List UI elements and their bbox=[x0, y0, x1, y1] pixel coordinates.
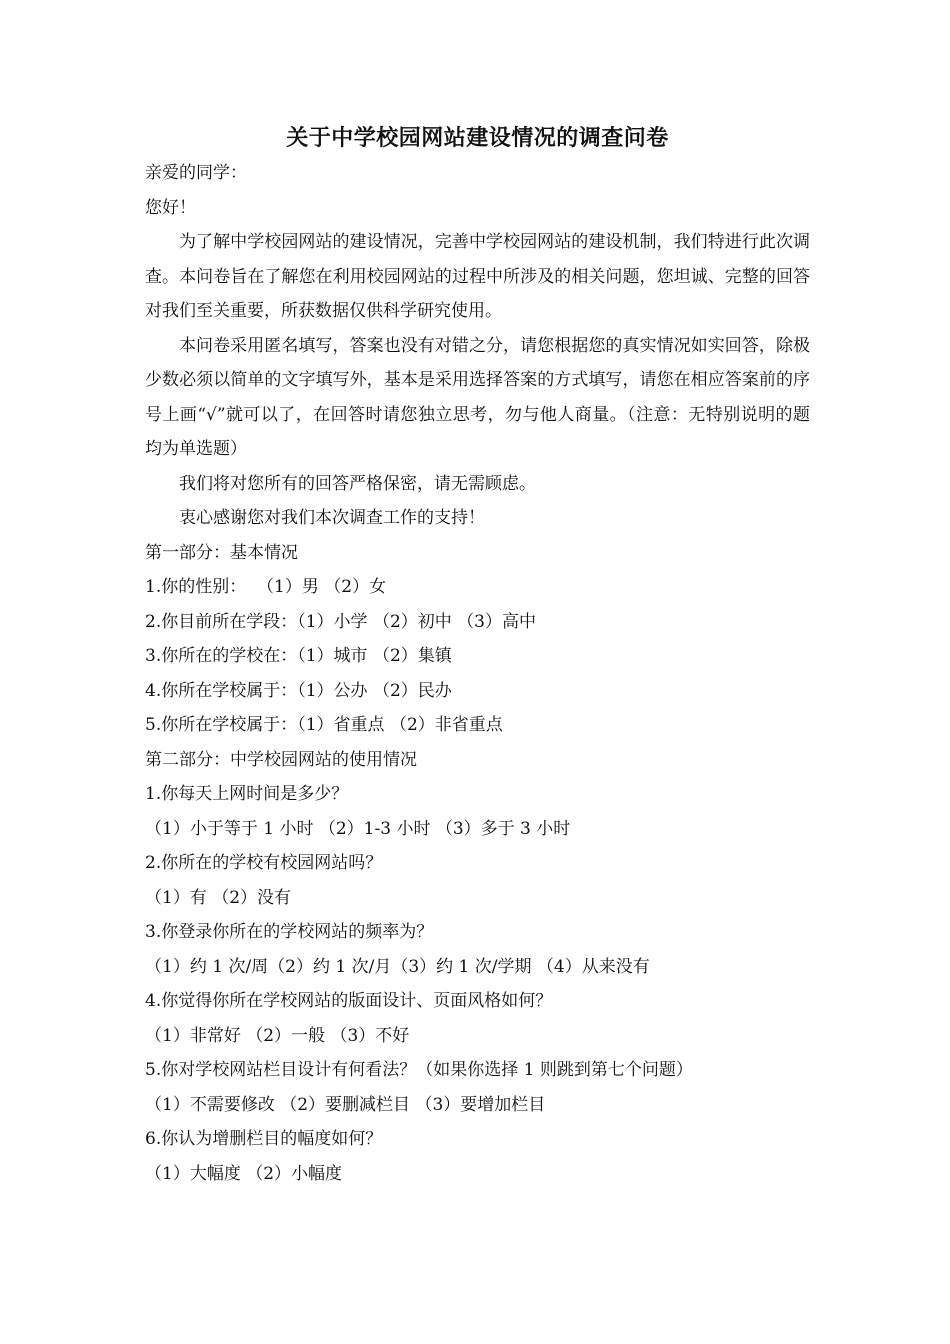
part2-options-3: （1）约 1 次/周（2）约 1 次/月（3）约 1 次/学期 （4）从来没有 bbox=[145, 956, 650, 977]
part2-question-5: 5.你对学校网站栏目设计有何看法？（如果你选择 1 则跳到第七个问题） bbox=[145, 1060, 693, 1080]
intro-paragraph-instructions: 本问卷采用匿名填写，答案也没有对错之分，请您根据您的真实情况如实回答，除极少数必须以简单的文字填写外，基本是采用选择答案的方式填写，请您在相应答案前的序号上画“√”就可以了，在回答时请您独立思考，勿与他人商量。（注意：无特别说明的题均为单选题） bbox=[145, 335, 810, 459]
intro-paragraph-thanks: 衷心感谢您对我们本次调查工作的支持！ bbox=[179, 508, 485, 528]
part1-question-gender: 1.你的性别： （1）男 （2）女 bbox=[145, 577, 387, 597]
part1-question-school-type: 4.你所在学校属于：（1）公办 （2）民办 bbox=[145, 680, 452, 701]
part2-question-4: 4.你觉得你所在学校网站的版面设计、页面风格如何？ bbox=[145, 991, 553, 1011]
part1-question-school-rank: 5.你所在学校属于：（1）省重点 （2）非省重点 bbox=[145, 715, 503, 735]
intro-paragraph-confidentiality: 我们将对您所有的回答严格保密，请无需顾虑。 bbox=[179, 473, 536, 494]
part2-options-4: （1）非常好 （2）一般 （3）不好 bbox=[145, 1025, 410, 1046]
greeting-hello: 您好！ bbox=[145, 197, 196, 218]
part2-options-5: （1）不需要修改 （2）要删减栏目 （3）要增加栏目 bbox=[145, 1094, 546, 1115]
part2-options-1: （1）小于等于 1 小时 （2）1-3 小时 （3）多于 3 小时 bbox=[145, 818, 571, 839]
intro-paragraph-purpose: 为了解中学校园网站的建设情况，完善中学校园网站的建设机制，我们特进行此次调查。本问卷旨在了解您在利用校园网站的过程中所涉及的相关问题，您坦诚、完整的回答对我们至关重要，所获数据仅供科学研究使用。 bbox=[145, 232, 810, 321]
part1-heading: 第一部分：基本情况 bbox=[145, 542, 298, 563]
part2-options-2: （1）有 （2）没有 bbox=[145, 887, 292, 908]
part1-question-school-level: 2.你目前所在学段：（1）小学 （2）初中 （3）高中 bbox=[145, 611, 536, 632]
part2-question-3: 3.你登录你所在的学校网站的频率为？ bbox=[145, 922, 434, 942]
part2-question-1: 1.你每天上网时间是多少？ bbox=[145, 784, 349, 804]
document-title: 关于中学校园网站建设情况的调查问卷 bbox=[286, 125, 669, 151]
part1-question-school-location: 3.你所在的学校在：（1）城市 （2）集镇 bbox=[145, 646, 452, 666]
part2-heading: 第二部分：中学校园网站的使用情况 bbox=[145, 749, 417, 770]
document-page bbox=[145, 120, 810, 1191]
part2-options-6: （1）大幅度 （2）小幅度 bbox=[145, 1163, 343, 1184]
part2-question-2: 2.你所在的学校有校园网站吗？ bbox=[145, 853, 383, 873]
greeting-salutation: 亲爱的同学： bbox=[145, 163, 247, 183]
part2-question-6: 6.你认为增删栏目的幅度如何？ bbox=[145, 1129, 383, 1149]
